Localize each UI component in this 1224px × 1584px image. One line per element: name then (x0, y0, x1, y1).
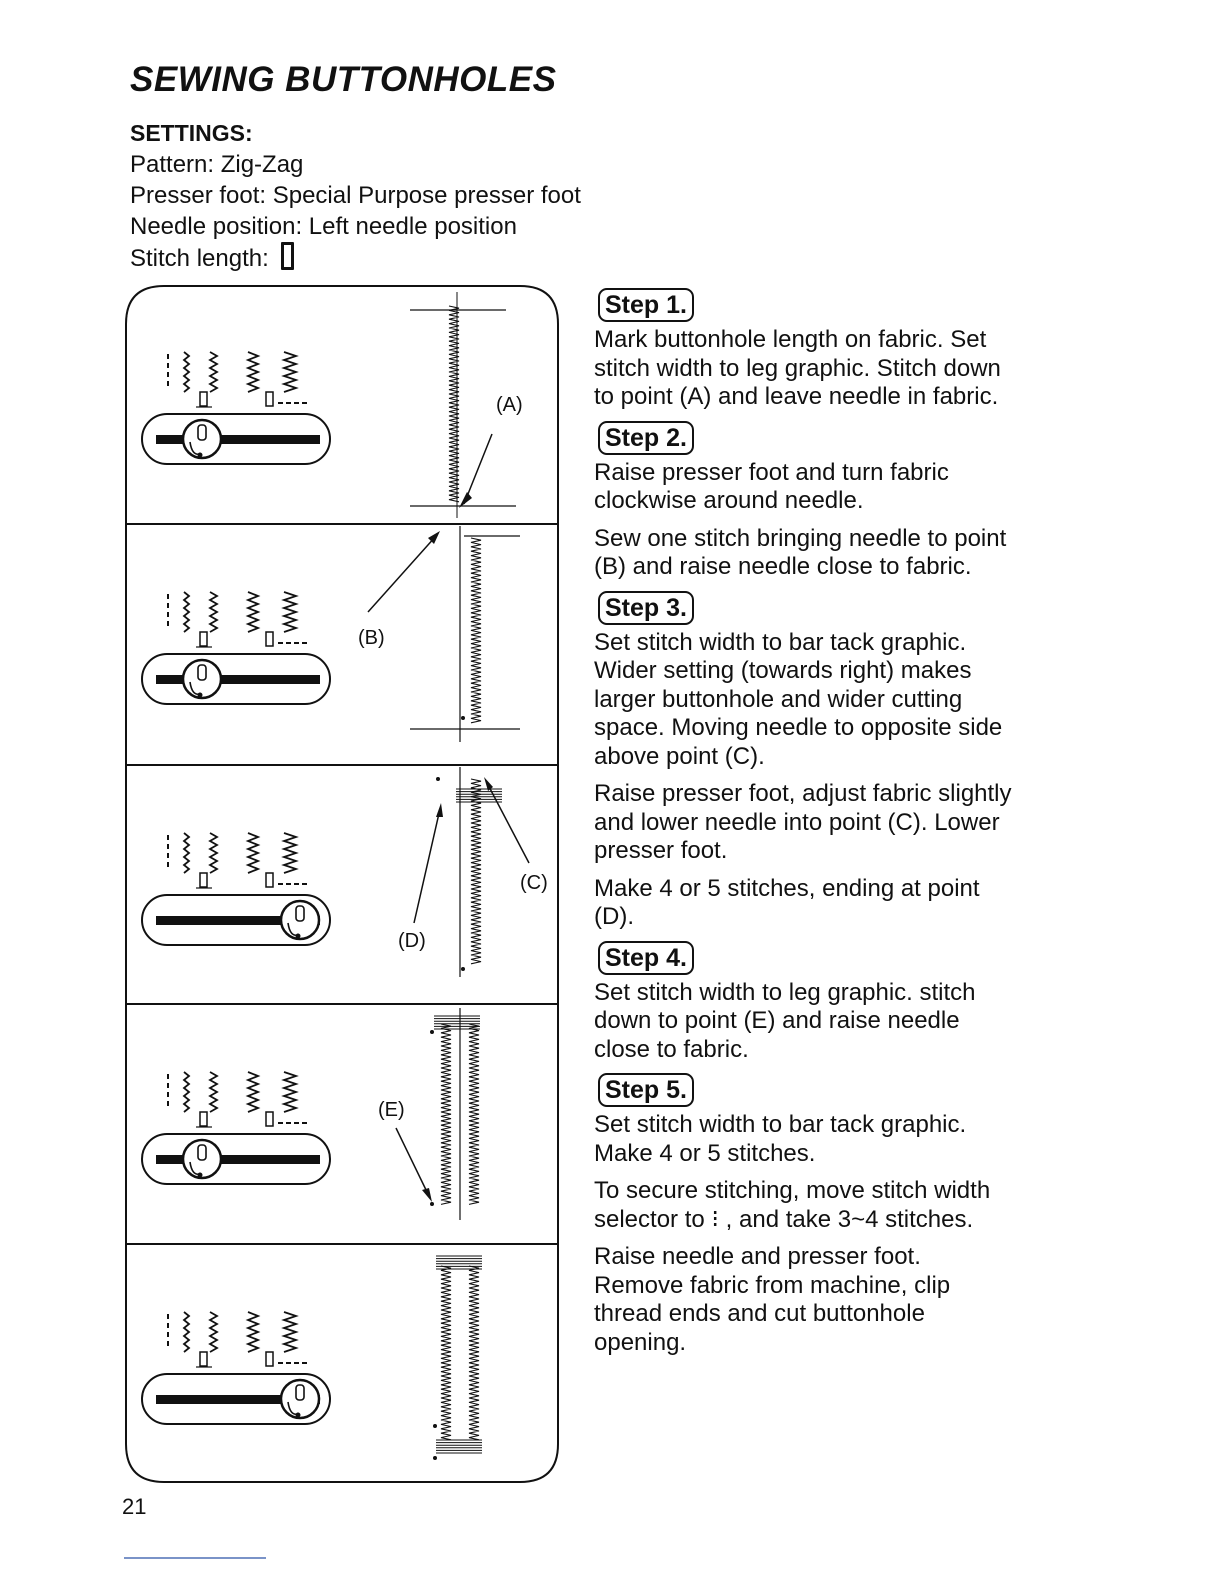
step-label: Step 3. (598, 591, 694, 625)
settings-heading: SETTINGS: (130, 120, 253, 146)
step-instruction: Make 4 or 5 stitches, ending at point (D). (594, 874, 980, 930)
steps-column (594, 288, 1014, 1366)
stitch-width-selector (142, 1312, 330, 1424)
step-instruction: Set stitch width to bar tack graphic. Make 4 or 5 stitches. (594, 1111, 967, 1167)
step-label: Step 4. (598, 941, 694, 975)
stitch-width-selector (142, 833, 330, 945)
step-label: Step 5. (598, 1073, 694, 1107)
setting-stitch-length (130, 242, 581, 274)
bottom-bar-tack-stitching (436, 1440, 482, 1453)
page-number: 21 (122, 1494, 147, 1519)
left-leg-stitching (471, 779, 481, 964)
point-a-label: (A) (496, 394, 523, 416)
arrow-to-point-b (368, 536, 436, 612)
step-instruction: Raise presser foot and turn fabric clockwise around needle. (594, 458, 949, 514)
panel-step4 (142, 1008, 480, 1220)
step-instruction: To secure stitching, move stitch width selector to ⁝ , and take 3~4 stitches. (594, 1177, 991, 1233)
setting-stitch-length-label: Stitch length: (130, 245, 269, 272)
arrow-to-point-e (396, 1128, 428, 1194)
step-instruction: Raise presser foot, adjust fabric slightly and lower needle into point (C). Lower presser foot. (594, 780, 1012, 864)
page-title: SEWING BUTTONHOLES (130, 60, 557, 99)
stitch-width-selector (142, 1072, 330, 1184)
point-c-label: (C) (520, 872, 548, 894)
step-label: Step 2. (598, 421, 694, 455)
panel-step3 (142, 767, 548, 977)
buttonhole-stitch-length-icon (281, 242, 294, 270)
setting-pattern: Pattern: Zig-Zag (130, 151, 304, 178)
diagram-frame (126, 286, 558, 1482)
buttonhole-diagram (124, 284, 560, 1484)
panel-step2 (142, 526, 520, 742)
step-instruction: Mark buttonhole length on fabric. Set stitch width to leg graphic. Stitch down to point (A) and leave needle in fabric. (594, 326, 1001, 410)
step-label: Step 1. (598, 288, 694, 322)
point-b-label: (B) (358, 627, 385, 649)
step-instruction: Set stitch width to leg graphic. stitch down to point (E) and raise needle close to fabric. (594, 978, 976, 1063)
stitch-width-selector (142, 592, 330, 704)
step-instruction: Raise needle and presser foot. Remove fabric from machine, clip thread ends and cut buttonhole opening. (594, 1243, 951, 1356)
setting-needle-position: Needle position: Left needle position (130, 213, 517, 240)
right-leg-stitching (441, 1024, 451, 1204)
footer-rule (124, 1557, 266, 1559)
left-leg-stitching (469, 1266, 479, 1440)
arrow-to-point-d (414, 809, 440, 923)
point-e-label: (E) (378, 1099, 405, 1121)
panel-step1 (142, 292, 523, 518)
point-d-label: (D) (398, 930, 426, 952)
stitch-width-selector (142, 352, 330, 464)
settings-block (130, 118, 581, 274)
step-instruction: Set stitch width to bar tack graphic. Wider setting (towards right) makes larger buttonhole and wider cutting space. Moving needle to opposite side above point (C). (594, 628, 1003, 770)
setting-presser-foot: Presser foot: Special Purpose presser foot (130, 182, 581, 209)
arrow-to-point-c (486, 781, 529, 863)
left-leg-stitching (471, 538, 481, 723)
panel-step5 (142, 1256, 482, 1460)
left-leg-stitching (469, 1024, 479, 1204)
step-instruction: Sew one stitch bringing needle to point (B) and raise needle close to fabric. (594, 524, 1007, 580)
right-leg-stitching (441, 1266, 451, 1440)
